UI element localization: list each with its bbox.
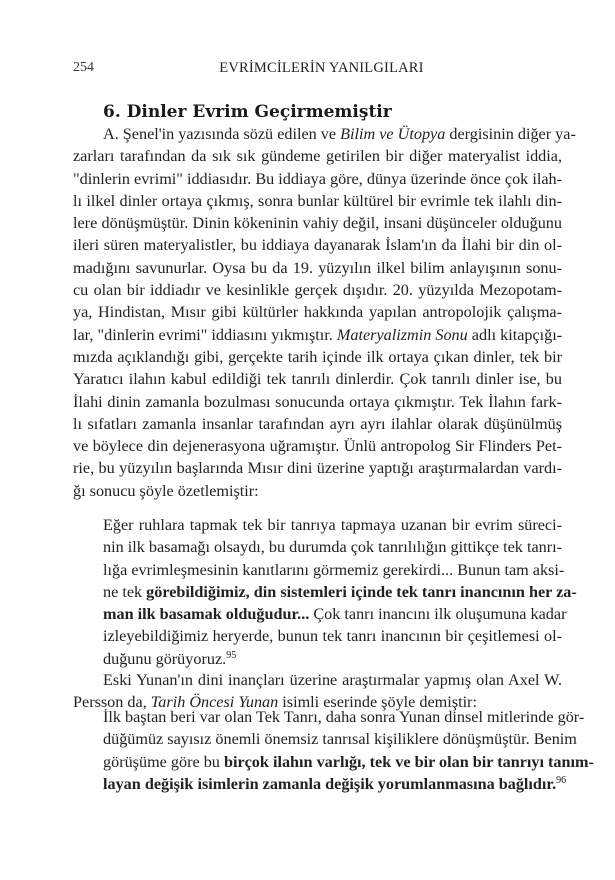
text-run: düğümüz sayısız önemli önemsiz tanrısal kişiliklere dönüşmüştür. Benim xyxy=(103,730,577,749)
body-paragraph-1 xyxy=(73,123,576,502)
running-header xyxy=(0,60,615,80)
text-line xyxy=(73,413,562,435)
block-quote-persson xyxy=(103,706,594,795)
text-line xyxy=(103,728,577,750)
text-line xyxy=(73,212,562,234)
text-line xyxy=(103,536,562,558)
text-run: lı sıfatları zamanla insanlar tarafından ayrı ayrı ilahlar olarak düşünülmüş xyxy=(73,414,562,433)
text-run: lere dönüşmüştür. Dinin kökeninin vahiy değil, insani düşünceler olduğunu xyxy=(73,214,562,233)
text-line xyxy=(103,581,577,603)
text-line xyxy=(73,324,562,346)
text-run: lığa evrimleşmesinin kanıtlarını görmemiz gerekirdi... Bunun tam aksi- xyxy=(103,560,565,579)
text-line xyxy=(73,301,562,323)
text-run: görüşüme göre bu xyxy=(103,752,224,771)
text-run: zarları tarafından da sık sık gündeme getirilen bir diğer materyalist iddia, xyxy=(73,147,562,166)
text-run: duğunu görüyoruz. xyxy=(103,649,227,668)
text-line xyxy=(103,706,585,728)
text-run: ya, Hindistan, Mısır gibi kültürler hakkında yapılan antropolojik çalışma- xyxy=(73,303,562,322)
text-line xyxy=(103,559,565,581)
text-line xyxy=(73,669,562,691)
footnote-reference: 96 xyxy=(556,774,567,786)
text-line xyxy=(73,234,562,256)
block-quote-petrie xyxy=(103,514,577,670)
bold-emphasis: görebildiğimiz, din sistemleri içinde tek tanrı inancının her za- xyxy=(146,582,577,601)
text-line xyxy=(73,145,562,167)
running-title: EVRİMCİLERİN YANILGILARI xyxy=(219,60,424,76)
text-run: izleyebildiğimiz heryerde, bunun tek tanrı inancının bir çeşitlemesi ol- xyxy=(103,627,562,646)
text-line xyxy=(73,457,562,479)
text-line xyxy=(73,257,562,279)
text-line xyxy=(73,368,562,390)
text-run: rie, bu yüzyılın başlarında Mısır dini üzerine yaptığı araştırmalardan vardı- xyxy=(73,459,562,478)
text-line xyxy=(103,773,567,795)
text-run: dergisinin diğer ya- xyxy=(445,125,576,143)
text-line xyxy=(103,514,562,536)
bold-emphasis: layan değişik isimlerin zamanla değişik yorumlanmasına bağlıdır. xyxy=(103,774,557,793)
italic-title: Tarih Öncesi Yunan xyxy=(150,693,279,712)
text-run: lar, "dinlerin evrimi" iddiasını yıkmıştır. xyxy=(73,325,337,344)
text-line xyxy=(73,190,562,212)
text-line xyxy=(73,435,562,457)
bold-emphasis: man ilk basamak olduğudur... xyxy=(103,605,310,624)
text-run: Yaratıcı ilahın kabul edildiği tek tanrılı dinlerdir. Çok tanrılı dinler ise, bu xyxy=(73,370,562,389)
text-line xyxy=(73,168,562,190)
text-run: mızda açıklandığı gibi, gerçekte tarih içinde ilk ortaya çıkan dinler, tek bir xyxy=(73,347,562,366)
text-run: ğı sonucu şöyle özetlemiştir: xyxy=(73,481,259,500)
italic-title: Bilim ve Ütopya xyxy=(340,125,446,143)
text-line xyxy=(103,648,562,670)
text-run: İlk baştan beri var olan Tek Tanrı, daha sonra Yunan dinsel mitlerinde gör- xyxy=(103,708,585,726)
text-run: Eski Yunan'ın dini inançları üzerine araştırmalar yapmış olan Axel W. xyxy=(103,671,562,689)
text-run: lı ilkel dinler ortaya çıkmış, sonra bunlar kültürel bir evrimle tek ilahlı din- xyxy=(73,191,562,210)
text-line xyxy=(73,279,562,301)
text-line xyxy=(103,603,567,625)
bold-emphasis: birçok ilahın varlığı, tek ve bir olan bir tanrıyı tanım- xyxy=(223,752,594,771)
text-run: nin ilk basamağı olsaydı, bu durumda çok tanrılılığın gittikçe tek tanrı- xyxy=(103,538,562,557)
text-line xyxy=(73,123,576,145)
page-number: 254 xyxy=(73,60,94,75)
text-run: Persson da, xyxy=(73,693,151,712)
text-run: madığını savunurlar. Oysa bu da 19. yüzyılın ilkel bilim anlayışının sonu- xyxy=(73,258,562,277)
text-run: cu olan bir iddiadır ve kesinlikle gerçek dışıdır. 20. yüzyılda Mezopotam- xyxy=(73,281,562,300)
text-run: Çok tanrı inancını ilk oluşumuna kadar xyxy=(309,605,567,624)
text-run: adlı kitapçığı- xyxy=(467,325,563,344)
italic-title: Materyalizmin Sonu xyxy=(336,325,468,344)
text-run: ve böylece din dejenerasyona uğramıştır. Ünlü antropolog Sir Flinders Pet- xyxy=(73,437,562,456)
footnote-reference: 95 xyxy=(226,649,237,661)
section-title: 6. Dinler Evrim Geçirmemiştir xyxy=(103,102,392,122)
text-run: Eğer ruhlara tapmak tek bir tanrıya tapmaya uzanan bir evrim süreci- xyxy=(103,516,562,534)
text-line xyxy=(73,391,562,413)
text-line xyxy=(73,480,562,502)
text-run: A. Şenel'in yazısında sözü edilen ve xyxy=(103,125,341,143)
text-line xyxy=(103,751,594,773)
text-line xyxy=(103,625,562,647)
text-line xyxy=(73,346,562,368)
text-run: İlahi dinin zamanla bozulması sonucunda ortaya çıkmıştır. Tek İlahın fark- xyxy=(73,392,562,411)
text-run: isimli eserinde şöyle demiştir: xyxy=(278,693,477,712)
text-run: ileri süren materyalistler, bu iddiaya dayanarak İslam'ın da İlahi bir din ol- xyxy=(73,236,562,255)
text-run: ne tek xyxy=(103,582,147,601)
text-run: "dinlerin evrimi" iddiasıdır. Bu iddiaya göre, dünya üzerinde önce çok ilah- xyxy=(73,169,562,188)
